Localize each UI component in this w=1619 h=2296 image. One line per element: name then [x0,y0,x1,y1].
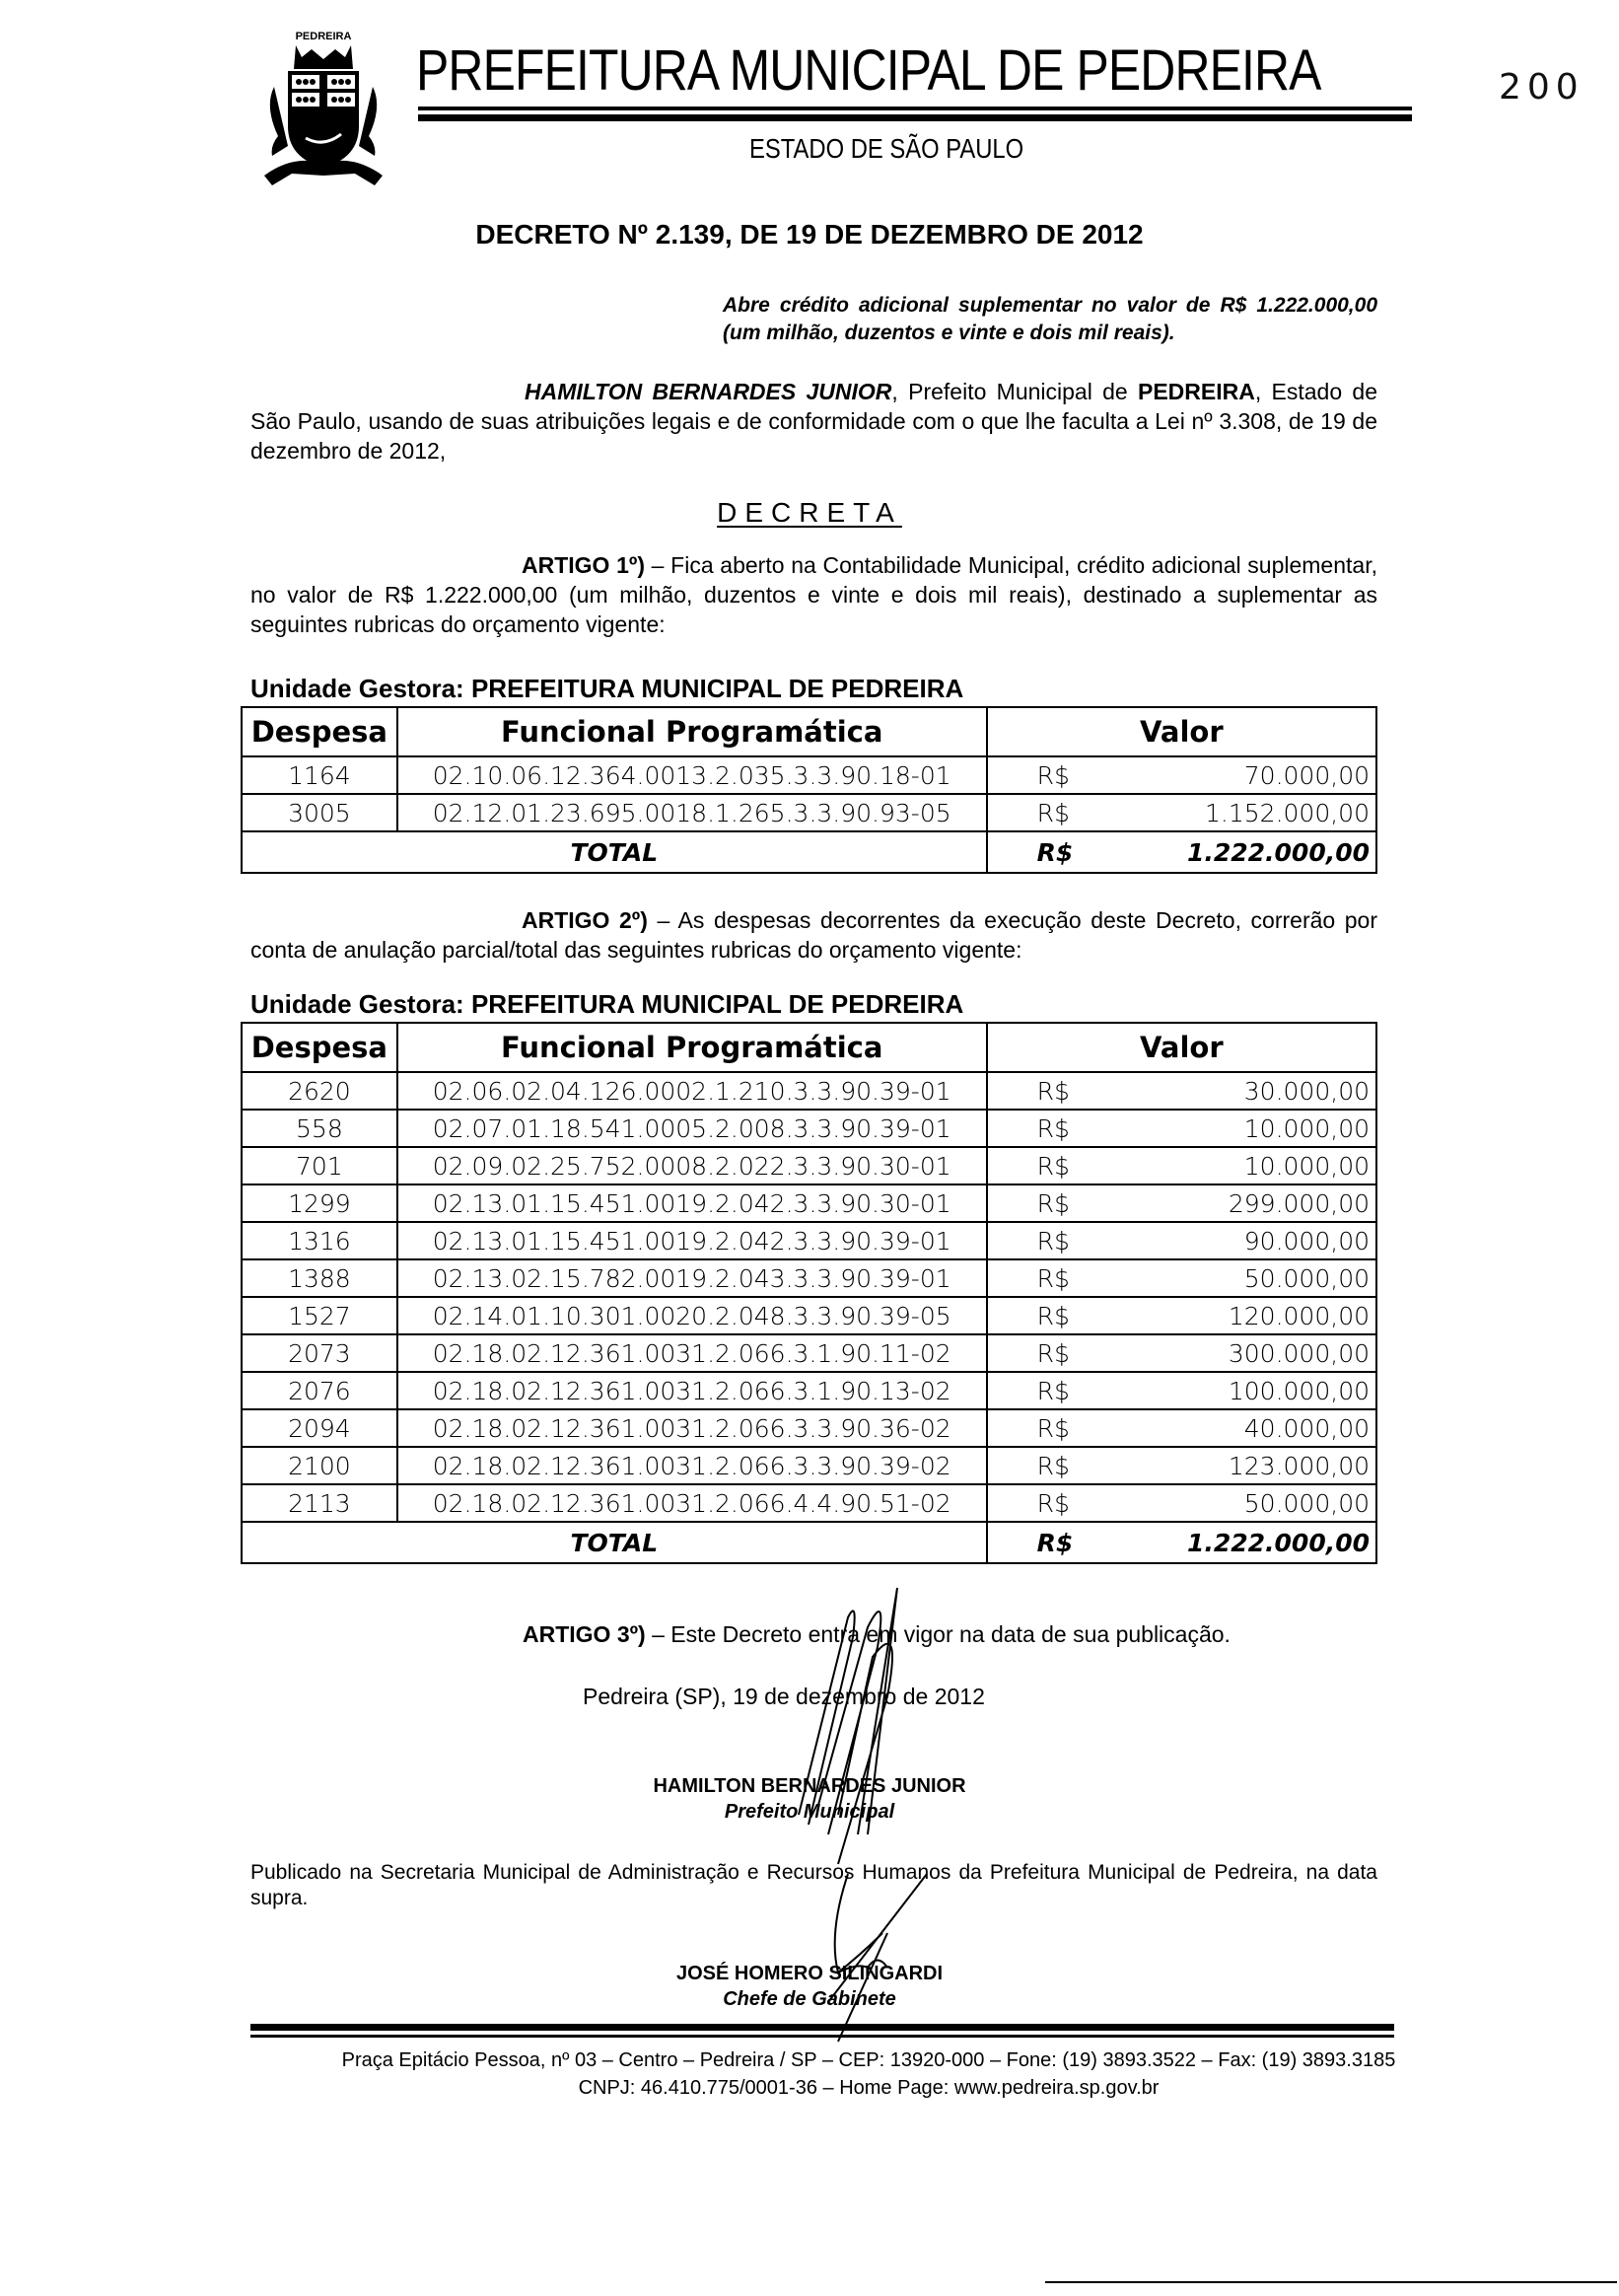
valor-cell: 300.000,00 [1129,1334,1376,1372]
chief-signature-name: JOSÉ HOMERO SILINGARDI [675,1963,944,1984]
header-valor: Valor [987,1023,1376,1072]
total-currency: R$ [987,1522,1130,1563]
page-number: 200 [1499,67,1584,108]
despesa-cell: 2100 [242,1447,397,1484]
table-header-row [242,707,1376,756]
decreta-heading: DECRETA [717,497,902,528]
header-despesa: Despesa [242,707,397,756]
table-row [242,794,1376,831]
currency-cell: R$ [987,1259,1130,1297]
article-1-label: ARTIGO 1º) [522,552,645,578]
funcional-cell: 02.09.02.25.752.0008.2.022.3.3.90.30-01 [397,1147,987,1184]
despesa-cell: 701 [242,1147,397,1184]
footer-address: Praça Epitácio Pessoa, nº 03 – Centro – Pedreira / SP – CEP: 13920-000 – Fone: (19) 3893.3522 – Fax: (19) 3893.3185 [341,2049,1396,2071]
header-despesa: Despesa [242,1023,397,1072]
valor-cell: 120.000,00 [1129,1297,1376,1334]
currency-cell: R$ [987,1409,1130,1447]
header-funcional: Funcional Programática [397,707,987,756]
valor-cell: 10.000,00 [1129,1147,1376,1184]
valor-cell: 50.000,00 [1129,1259,1376,1297]
total-row [242,831,1376,873]
mayor-name-inline: HAMILTON BERNARDES JUNIOR [525,379,892,404]
decree-summary: Abre crédito adicional suplementar no valor de R$ 1.222.000,00 (um milhão, duzentos e vinte e dois mil reais). [723,294,1377,344]
unidade-gestora-1 [250,674,963,704]
article-1 [250,550,1377,639]
table-row [242,1409,1376,1447]
table-row [242,1484,1376,1522]
table-row [242,1372,1376,1409]
table-row [242,1259,1376,1297]
currency-cell: R$ [987,794,1130,831]
crest-text: PEDREIRA [295,31,352,42]
header-valor: Valor [987,707,1376,756]
despesa-cell: 1316 [242,1222,397,1259]
footer-cnpj-homepage: CNPJ: 46.410.775/0001-36 – Home Page: www.pedreira.sp.gov.br [578,2077,1160,2099]
total-value: 1.222.000,00 [1129,1522,1376,1563]
funcional-cell: 02.18.02.12.361.0031.2.066.3.3.90.36-02 [397,1409,987,1447]
total-currency: R$ [987,831,1130,873]
total-row [242,1522,1376,1563]
article-2 [250,905,1377,965]
currency-cell: R$ [987,1222,1130,1259]
publication-note: Publicado na Secretaria Municipal de Administração e Recursos Humanos da Prefeitura Municipal de Pedreira, na data supra. [250,1861,1377,1909]
table-row [242,1447,1376,1484]
funcional-cell: 02.06.02.04.126.0002.1.210.3.3.90.39-01 [397,1072,987,1110]
table-row [242,1110,1376,1147]
article-2-label: ARTIGO 2º) [522,907,648,933]
currency-cell: R$ [987,1484,1130,1522]
currency-cell: R$ [987,1147,1130,1184]
despesa-cell: 1388 [242,1259,397,1297]
valor-cell: 50.000,00 [1129,1484,1376,1522]
funcional-cell: 02.13.02.15.782.0019.2.043.3.3.90.39-01 [397,1259,987,1297]
unidade-label: Unidade Gestora: [250,674,464,703]
despesa-cell: 1299 [242,1184,397,1222]
header-rule-thin [418,107,1412,110]
unidade-value: PREFEITURA MUNICIPAL DE PEDREIRA [470,989,964,1019]
table-row [242,1147,1376,1184]
unidade-label: Unidade Gestora: [250,989,464,1019]
despesa-cell: 558 [242,1110,397,1147]
currency-cell: R$ [987,1184,1130,1222]
table-header-row [242,1023,1376,1072]
valor-cell: 90.000,00 [1129,1222,1376,1259]
total-label: TOTAL [242,1522,987,1563]
table-row [242,1334,1376,1372]
unidade-value: PREFEITURA MUNICIPAL DE PEDREIRA [470,674,964,703]
currency-cell: R$ [987,1297,1130,1334]
table-row [242,756,1376,794]
despesa-cell: 1527 [242,1297,397,1334]
funcional-cell: 02.07.01.18.541.0005.2.008.3.3.90.39-01 [397,1110,987,1147]
article-3-text: – Este Decreto entra em vigor na data de sua publicação. [645,1621,1231,1647]
currency-cell: R$ [987,1372,1130,1409]
funcional-cell: 02.18.02.12.361.0031.2.066.3.1.90.13-02 [397,1372,987,1409]
valor-cell: 30.000,00 [1129,1072,1376,1110]
valor-cell: 299.000,00 [1129,1184,1376,1222]
scan-edge-line [1045,2281,1617,2283]
funcional-cell: 02.14.01.10.301.0020.2.048.3.3.90.39-05 [397,1297,987,1334]
article-2-text: – As despesas decorrentes da execução deste Decreto, correrão por conta de anulação parcial/total das seguintes rubricas do orçamento vigente: [250,907,1378,963]
preamble-text-rest: , Estado de São Paulo, usando de suas atribuições legais e de conformidade com o que lhe faculta a Lei nº 3.308, de 19 de dezembro de 2012, [250,379,1378,464]
article-3 [523,1621,1231,1648]
funcional-cell: 02.18.02.12.361.0031.2.066.4.4.90.51-02 [397,1484,987,1522]
despesa-cell: 2094 [242,1409,397,1447]
preamble-paragraph [250,377,1377,466]
valor-cell: 1.152.000,00 [1129,794,1376,831]
funcional-cell: 02.10.06.12.364.0013.2.035.3.3.90.18-01 [397,756,987,794]
currency-cell: R$ [987,756,1130,794]
despesa-cell: 2076 [242,1372,397,1409]
valor-cell: 100.000,00 [1129,1372,1376,1409]
currency-cell: R$ [987,1110,1130,1147]
article-1-text: – Fica aberto na Contabilidade Municipal, crédito adicional suplementar, no valor de R$ 1.222.000,00 (um milhão, duzentos e vinte e dois mil reais), destinado a suplementar as seguintes rubricas do orçamento vigente: [250,552,1377,637]
header-funcional: Funcional Programática [397,1023,987,1072]
currency-cell: R$ [987,1072,1130,1110]
despesa-cell: 1164 [242,756,397,794]
annulment-table [241,1022,1377,1564]
despesa-cell: 3005 [242,794,397,831]
total-label: TOTAL [242,831,987,873]
valor-cell: 40.000,00 [1129,1409,1376,1447]
mayor-signature-role: Prefeito Municipal [724,1801,895,1823]
despesa-cell: 2113 [242,1484,397,1522]
valor-cell: 10.000,00 [1129,1110,1376,1147]
funcional-cell: 02.13.01.15.451.0019.2.042.3.3.90.39-01 [397,1222,987,1259]
article-3-label: ARTIGO 3º) [523,1621,646,1647]
total-value: 1.222.000,00 [1129,831,1376,873]
preamble-text: , Prefeito Municipal de [891,379,1138,404]
supplement-table [241,706,1377,874]
table-row [242,1184,1376,1222]
currency-cell: R$ [987,1447,1130,1484]
funcional-cell: 02.13.01.15.451.0019.2.042.3.3.90.30-01 [397,1184,987,1222]
chief-signature-role: Chefe de Gabinete [723,1988,896,2010]
header-rule-thick [418,114,1412,121]
mayor-signature-name: HAMILTON BERNARDES JUNIOR [653,1775,966,1797]
table-row [242,1222,1376,1259]
municipality-title: PREFEITURA MUNICIPAL DE PEDREIRA [416,38,1321,103]
funcional-cell: 02.12.01.23.695.0018.1.265.3.3.90.93-05 [397,794,987,831]
decree-title: DECRETO Nº 2.139, DE 19 DE DEZEMBRO DE 2012 [475,219,1144,250]
state-subtitle: ESTADO DE SÃO PAULO [749,133,1024,164]
footer-rule-thick [250,2024,1394,2031]
valor-cell: 70.000,00 [1129,756,1376,794]
despesa-cell: 2073 [242,1334,397,1372]
table-row [242,1297,1376,1334]
funcional-cell: 02.18.02.12.361.0031.2.066.3.1.90.11-02 [397,1334,987,1372]
unidade-gestora-2 [250,989,963,1020]
place-and-date: Pedreira (SP), 19 de dezembro de 2012 [583,1684,985,1709]
funcional-cell: 02.18.02.12.361.0031.2.066.3.3.90.39-02 [397,1447,987,1484]
city-name-inline: PEDREIRA [1137,379,1255,404]
table-row [242,1072,1376,1110]
currency-cell: R$ [987,1334,1130,1372]
despesa-cell: 2620 [242,1072,397,1110]
footer-rule-thin [250,2035,1394,2038]
valor-cell: 123.000,00 [1129,1447,1376,1484]
municipal-coat-of-arms-logo [245,28,402,185]
